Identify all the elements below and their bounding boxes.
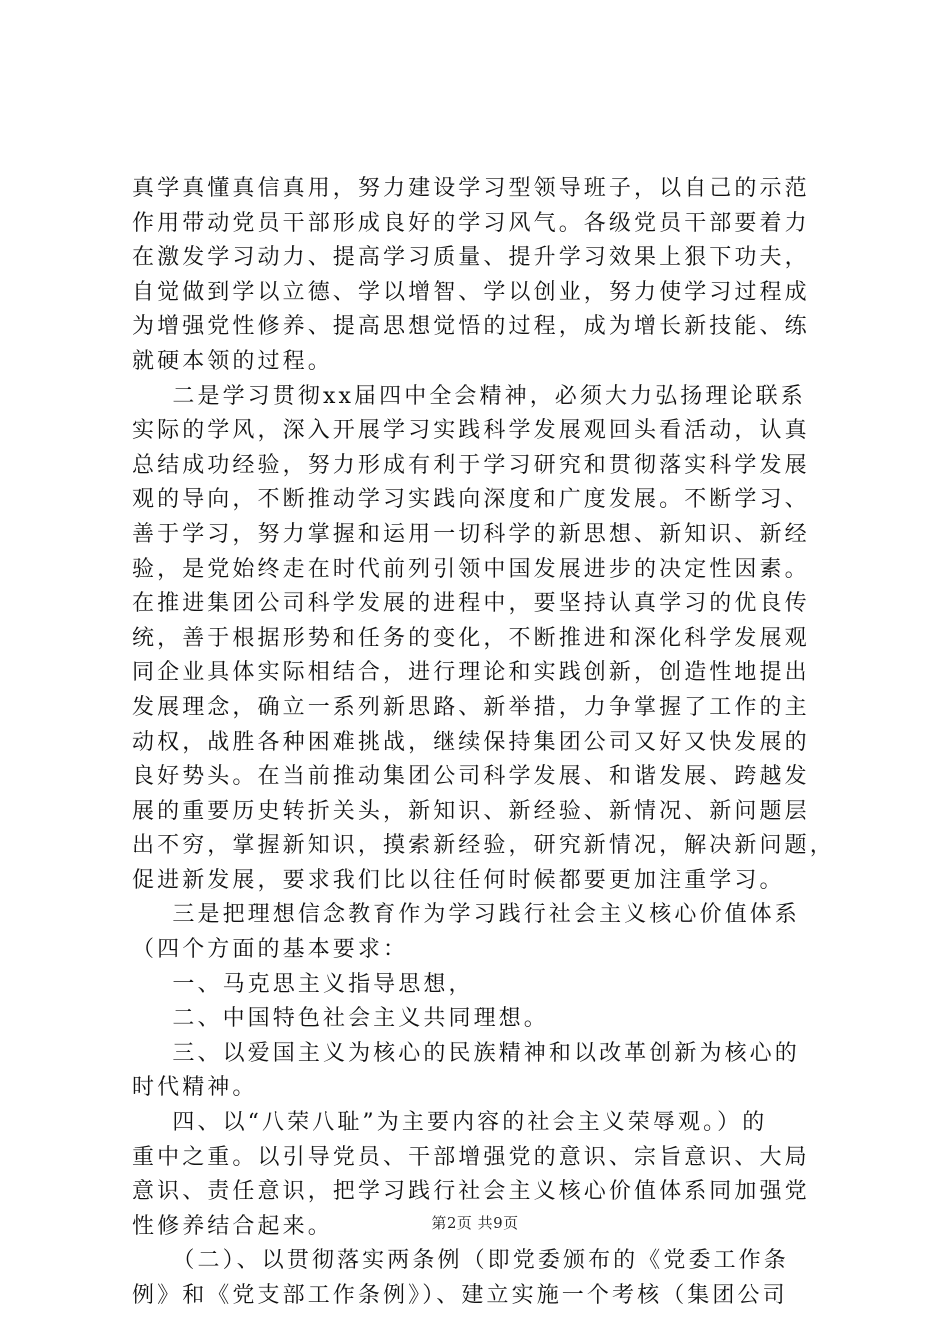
text-line: 为增强党性修养、提高思想觉悟的过程，成为增长新技能、练 bbox=[132, 314, 810, 340]
text-line: 真学真懂真信真用，努力建设学习型领导班子，以自己的示范 bbox=[132, 176, 810, 201]
text-line: 就硬本领的过程。 bbox=[132, 348, 333, 374]
text-line: 善于学习，努力掌握和运用一切科学的新思想、新知识、新经 bbox=[132, 521, 810, 547]
text-line: 在推进集团公司科学发展的进程中，要坚持认真学习的优良传 bbox=[132, 591, 810, 617]
page-number-footer: 第2页 共9页 bbox=[431, 1214, 519, 1232]
text-line: 发展理念，确立一系列新思路、新举措，力争掌握了工作的主 bbox=[132, 694, 810, 720]
text-line: 四、以“八荣八耻”为主要内容的社会主义荣辱观。）的 bbox=[132, 1110, 768, 1136]
text-line: 二、中国特色社会主义共同理想。 bbox=[132, 1006, 549, 1032]
text-line: 重中之重。以引导党员、干部增强党的意识、宗旨意识、大局 bbox=[132, 1144, 810, 1170]
text-line: 实际的学风，深入开展学习实践科学发展观回头看活动，认真 bbox=[132, 418, 810, 444]
text-line: （四个方面的基本要求： bbox=[132, 937, 409, 963]
text-line: 三、以爱国主义为核心的民族精神和以改革创新为核心的 bbox=[132, 1040, 800, 1066]
text-line: 出不穷，掌握新知识，摸索新经验，研究新情况，解决新问题， bbox=[132, 833, 835, 859]
text-line: 自觉做到学以立德、学以增智、学以创业，努力使学习过程成 bbox=[132, 279, 810, 305]
text-line: 作用带动党员干部形成良好的学习风气。各级党员干部要着力 bbox=[132, 210, 810, 236]
text-line: 在激发学习动力、提高学习质量、提升学习效果上狠下功夫， bbox=[132, 245, 810, 271]
text-line: 二是学习贯彻xx届四中全会精神，必须大力弘扬理论联系 bbox=[132, 383, 806, 409]
text-line: 展的重要历史转折关头，新知识、新经验、新情况、新问题层 bbox=[132, 798, 810, 824]
text-line: 性修养结合起来。 bbox=[132, 1213, 333, 1239]
text-line: 动权，战胜各种困难挑战，继续保持集团公司又好又快发展的 bbox=[132, 729, 810, 755]
text-line: 统，善于根据形势和任务的变化，不断推进和深化科学发展观 bbox=[132, 625, 810, 651]
document-body bbox=[132, 172, 837, 1314]
text-line: 一、马克思主义指导思想， bbox=[132, 971, 474, 997]
text-line: （二）、以贯彻落实两条例（即党委颁布的《党委工作条 bbox=[132, 1248, 789, 1274]
text-line: 时代精神。 bbox=[132, 1075, 258, 1101]
text-line: 总结成功经验，努力形成有利于学习研究和贯彻落实科学发展 bbox=[132, 452, 810, 478]
text-line: 促进新发展，要求我们比以往任何时候都要更加注重学习。 bbox=[132, 867, 785, 893]
text-line: 同企业具体实际相结合，进行理论和实践创新，创造性地提出 bbox=[132, 660, 810, 686]
text-line: 例》和《党支部工作条例》）、建立实施一个考核（集团公司 bbox=[132, 1283, 788, 1308]
text-line: 验，是党始终走在时代前列引领中国发展进步的决定性因素。 bbox=[132, 556, 810, 582]
text-line: 意识、责任意识，把学习践行社会主义核心价值体系同加强党 bbox=[132, 1179, 810, 1205]
text-line: 观的导向，不断推动学习实践向深度和广度发展。不断学习、 bbox=[132, 487, 810, 513]
text-line: 良好势头。在当前推动集团公司科学发展、和谐发展、跨越发 bbox=[132, 764, 810, 790]
text-line: 三是把理想信念教育作为学习践行社会主义核心价值体系 bbox=[132, 902, 800, 928]
